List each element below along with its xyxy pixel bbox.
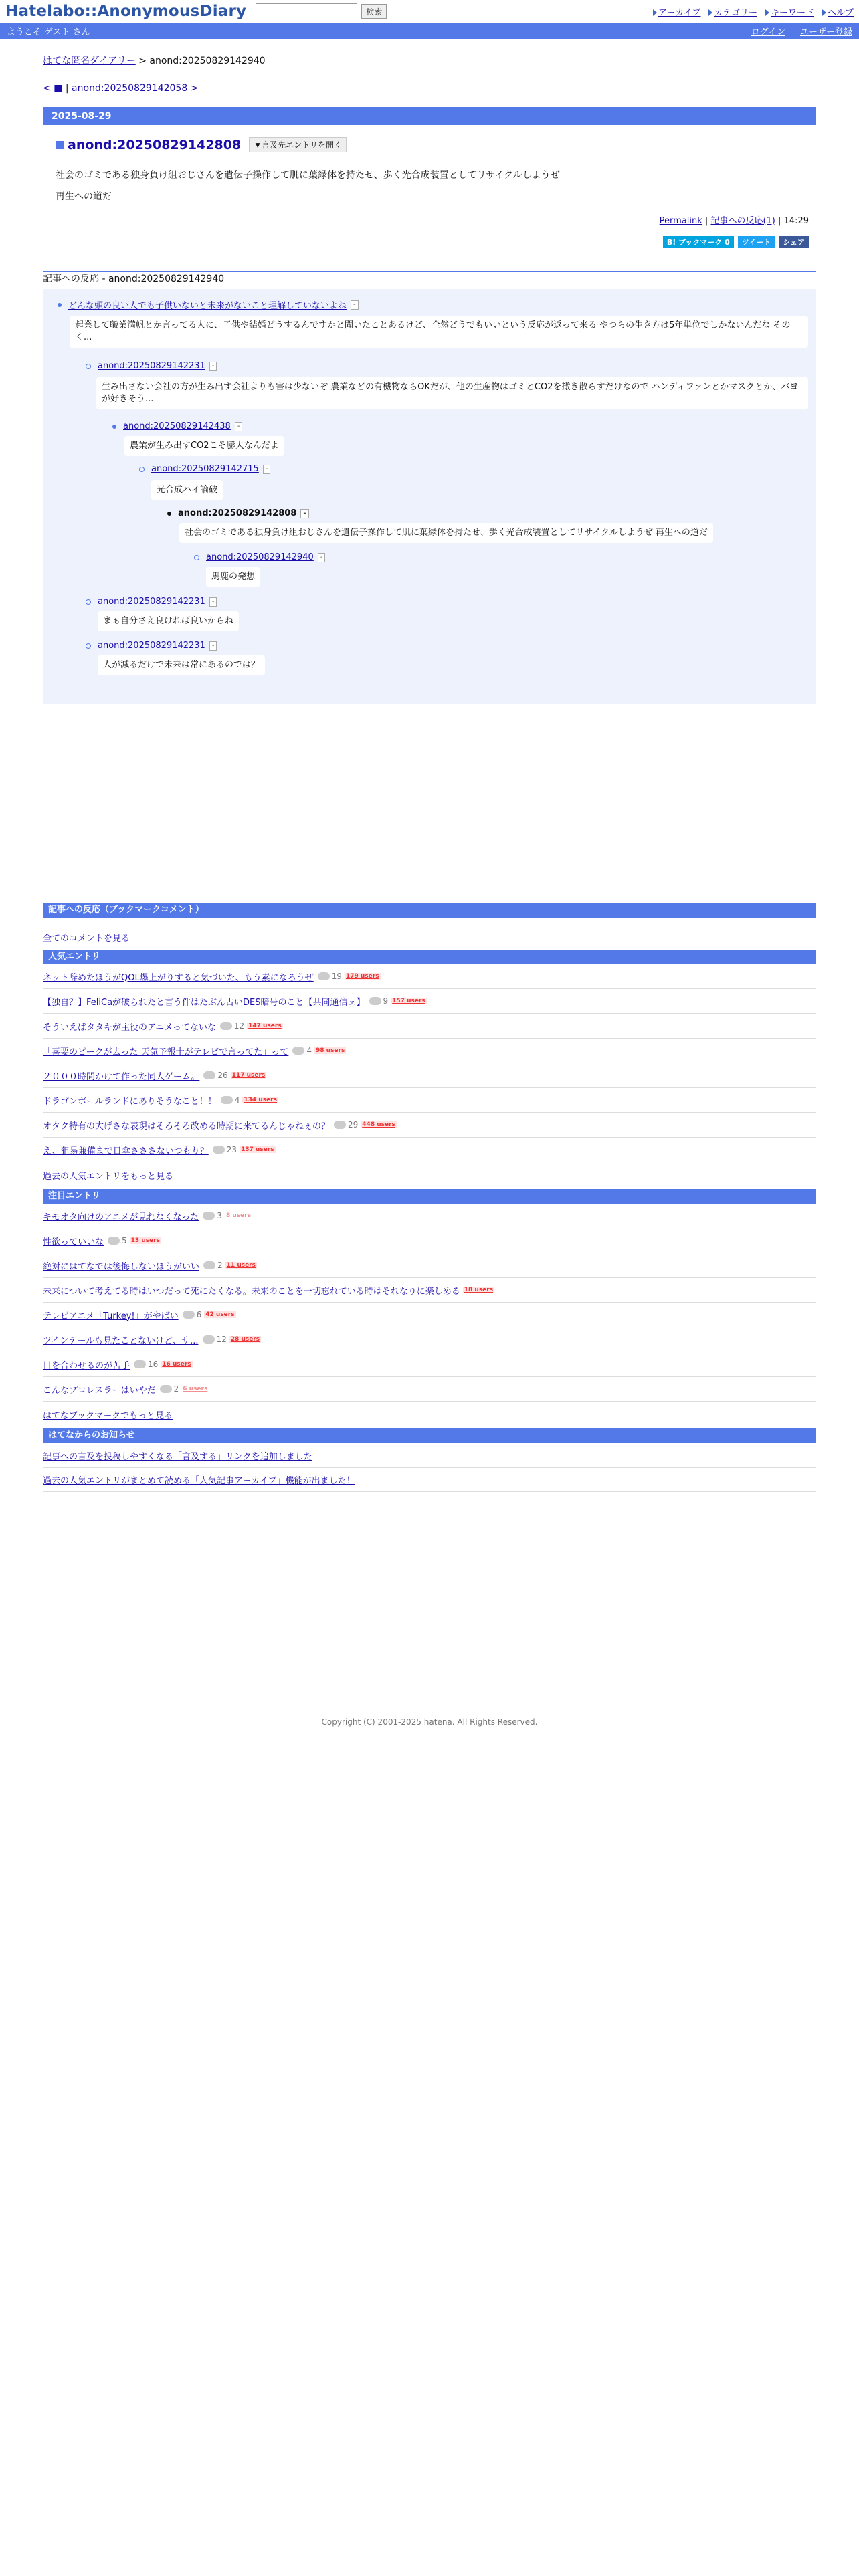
comment-count[interactable] — [221, 1095, 240, 1105]
entry-row — [43, 1138, 816, 1162]
comment-count[interactable] — [108, 1236, 127, 1245]
entry-row — [43, 1113, 816, 1138]
reaction-body: 社会のゴミである独身負け組おじさんを遺伝子操作して肌に葉緑体を持たせ、歩く光合成装置としてリサイクルしようぜ 再生への道だ — [179, 523, 713, 543]
bullet-icon — [86, 599, 91, 605]
comment-count-value: 12 — [216, 1335, 227, 1344]
comment-bubble-icon — [134, 1360, 146, 1368]
nav-help[interactable] — [822, 5, 854, 18]
prev-entry-link[interactable]: < ■ — [43, 83, 63, 94]
comment-count[interactable] — [213, 1145, 237, 1154]
nav-keyword[interactable] — [765, 5, 814, 18]
comment-bubble-icon — [203, 1335, 215, 1344]
breadcrumb-separator: > — [135, 56, 150, 66]
comment-count-value: 4 — [234, 1095, 240, 1105]
bookmark-users-badge[interactable]: 157 users — [392, 998, 425, 1004]
comment-bubble-icon — [318, 972, 330, 980]
entry-link[interactable]: そういえばタタキが主役のアニメってないな — [43, 1022, 216, 1033]
comment-count[interactable] — [292, 1046, 312, 1055]
reaction-item — [112, 421, 242, 431]
entry-row — [43, 989, 816, 1014]
footer: Copyright (C) 2001-2025 hatena. All Rights Reserved. — [321, 1717, 538, 1727]
entry-row — [43, 1327, 816, 1352]
reaction-body: 馬鹿の発想 — [206, 567, 260, 587]
bookmark-users-badge[interactable]: 8 users — [226, 1212, 252, 1219]
reaction-body: 人が減るだけで未来は常にあるのでは？ — [98, 655, 265, 675]
comment-count[interactable] — [203, 1071, 227, 1080]
nav-keyword-label: キーワード — [770, 7, 814, 18]
entry-link[interactable]: 目を合わせるのが苦手 — [43, 1360, 130, 1371]
reaction-title[interactable]: anond:20250829142231 — [98, 641, 205, 651]
bullet-icon — [139, 467, 145, 472]
comment-count[interactable] — [203, 1211, 222, 1220]
bookmark-users-badge[interactable]: 117 users — [231, 1072, 266, 1079]
comment-count-value: 2 — [217, 1261, 223, 1270]
more-link[interactable]: 過去の人気エントリをもっと見る — [43, 1172, 174, 1182]
bookmark-users-badge[interactable]: 6 users — [183, 1386, 208, 1392]
entry-row — [43, 1253, 816, 1278]
entry-row — [43, 1377, 816, 1402]
search-input[interactable] — [256, 3, 357, 19]
user-bar — [0, 23, 859, 39]
comment-bubble-icon — [203, 1071, 215, 1079]
entry-link[interactable]: オタク特有の大げさな表現はそろそろ改める時期に来てるんじゃねぇの？ — [43, 1121, 330, 1132]
bookmark-users-badge[interactable]: 42 users — [205, 1311, 235, 1318]
reaction-item-current — [167, 508, 309, 518]
entry-row — [43, 1204, 816, 1228]
permalink[interactable]: Permalink — [659, 216, 702, 226]
nav-category-label: カテゴリー — [714, 7, 757, 18]
bookmark-users-badge[interactable]: 179 users — [346, 973, 379, 980]
news-header: はてなからのお知らせ — [43, 1428, 816, 1443]
collapse-icon[interactable]: - — [318, 553, 326, 562]
register-link[interactable]: ユーザー登録 — [799, 27, 852, 37]
bookmark-users-badge[interactable]: 147 users — [248, 1023, 282, 1029]
top-nav — [653, 5, 854, 18]
bookmark-users-badge[interactable]: 16 users — [162, 1361, 191, 1368]
comment-count-value: 12 — [233, 1021, 245, 1031]
reaction-item — [86, 361, 217, 371]
facebook-share-button[interactable]: シェア — [779, 236, 809, 248]
entry-link[interactable]: テレビアニメ「Turkey!」がやばい — [43, 1311, 179, 1321]
entry-row — [43, 1303, 816, 1327]
comment-count-value: 23 — [226, 1145, 237, 1154]
reaction-title[interactable]: anond:20250829142715 — [151, 464, 259, 474]
triangle-icon — [822, 9, 826, 16]
triangle-icon — [653, 9, 657, 16]
entry-row — [43, 1228, 816, 1253]
pager-separator: | — [62, 83, 72, 94]
comment-bubble-icon — [213, 1146, 225, 1154]
comment-count-value: 2 — [173, 1384, 179, 1394]
reaction-title[interactable]: anond:20250829142438 — [123, 421, 231, 431]
bookmark-users-badge[interactable]: 448 users — [362, 1121, 395, 1128]
entry-link[interactable]: 性欲っていいな — [43, 1237, 104, 1247]
bookmark-users-badge[interactable]: 137 users — [241, 1146, 274, 1153]
nav-category[interactable] — [708, 5, 757, 18]
comment-count-value: 16 — [148, 1360, 159, 1369]
bookmark-users-badge[interactable]: 11 users — [226, 1262, 256, 1269]
entry-link[interactable]: キモオタ向けのアニメが見れなくなった — [43, 1212, 199, 1222]
all-comments-link[interactable]: 全てのコメントを見る — [43, 934, 130, 944]
entry-link[interactable]: ツインテールも見たことないけど、サ... — [43, 1335, 199, 1346]
comment-bubble-icon — [369, 997, 381, 1005]
news-item — [43, 1467, 816, 1492]
bullet-icon — [58, 303, 62, 307]
comment-bubble-icon — [334, 1121, 346, 1129]
more-link[interactable]: はてなブックマークでもっと見る — [43, 1411, 173, 1421]
comment-count-value: 5 — [122, 1236, 127, 1245]
comment-count[interactable] — [220, 1021, 244, 1031]
news-link[interactable]: 過去の人気エントリがまとめて読める「人気記事アーカイブ」機能が出ました！ — [43, 1475, 355, 1486]
reaction-item — [86, 641, 217, 651]
featured-header: 注目エントリ — [43, 1189, 816, 1204]
collapse-icon[interactable]: - — [209, 597, 217, 607]
reaction-item — [194, 552, 325, 562]
comment-count[interactable] — [369, 996, 389, 1006]
entry-row — [43, 964, 816, 989]
comment-count-value: 26 — [217, 1071, 228, 1080]
bookmark-users-badge[interactable]: 18 users — [464, 1287, 494, 1293]
reactions-tree — [43, 289, 816, 704]
comment-bubble-icon — [183, 1311, 195, 1319]
collapse-icon[interactable]: - — [209, 362, 217, 371]
reaction-title[interactable]: どんな頭の良い人でも子供いないと未来がないこと理解していないよね — [68, 301, 347, 311]
nav-archive-label: アーカイブ — [658, 7, 701, 18]
collapse-icon[interactable]: - — [351, 300, 359, 310]
reactions-link[interactable]: 記事への反応(1) — [710, 216, 775, 226]
entry-link[interactable]: 「喜要のピークが去った 天気予報士がテレビで言ってた」って — [43, 1047, 289, 1057]
welcome-text: ようこそ ゲスト さん — [7, 27, 90, 37]
tweet-button[interactable]: ツイート — [738, 236, 775, 248]
reaction-title[interactable]: anond:20250829142231 — [98, 597, 205, 607]
reaction-body: 光合成ハイ論破 — [151, 480, 223, 500]
site-logo[interactable]: Hatelabo::AnonymousDiary — [5, 3, 247, 20]
bookmark-comments-header: 記事への反応（ブックマークコメント） — [43, 903, 816, 918]
entry-meta: Permalink | 記事への反応(1) | 14:29 — [659, 216, 809, 226]
entry-link[interactable]: ２０００時間かけて作った同人ゲーム。 — [43, 1071, 200, 1082]
entry-row — [43, 1039, 816, 1063]
reaction-title: anond:20250829142808 — [178, 508, 297, 518]
comment-count[interactable] — [160, 1384, 179, 1394]
comment-count[interactable] — [318, 972, 342, 981]
breadcrumb — [43, 53, 266, 67]
entry-row — [43, 1014, 816, 1039]
comment-bubble-icon — [203, 1212, 215, 1220]
reaction-body: まぁ自分さえ良ければ良いからね — [98, 611, 239, 631]
pager — [43, 83, 198, 94]
comment-bubble-icon — [220, 1022, 232, 1030]
square-icon — [56, 141, 64, 149]
collapse-icon[interactable]: - — [235, 422, 243, 431]
share-row — [663, 236, 809, 248]
entry-row — [43, 1352, 816, 1377]
open-mention-button[interactable]: ▼言及先エントリを開く — [249, 137, 347, 152]
entry-link[interactable]: え、狙易兼備まで日傘さささないつもり？ — [43, 1146, 209, 1156]
entry-link[interactable]: ドラゴンボールランドにありそうなこと！！ — [43, 1096, 217, 1107]
entry-title[interactable]: anond:20250829142808 — [68, 137, 242, 152]
comment-count[interactable] — [203, 1335, 227, 1344]
entry-link[interactable]: こんなプロレスラーはいやだ — [43, 1385, 156, 1396]
entry-box — [43, 107, 816, 272]
top-header — [0, 0, 859, 23]
search-button[interactable]: 検索 — [361, 4, 387, 19]
comment-bubble-icon — [221, 1096, 233, 1104]
reactions-header: 記事への反応 - anond:20250829142940 — [43, 270, 816, 288]
reaction-body: 生み出さない会社の方が生み出す会社よりも害は少ないぞ 農業などの有機物ならOKだが、他の生産物はゴミとCO2を撒き散らすだけなので ハンディファンとかマスクとか、バヨが好きそう... — [96, 377, 808, 409]
comment-count-value: 19 — [331, 972, 342, 981]
bookmark-users-badge[interactable]: 13 users — [130, 1237, 160, 1244]
comment-bubble-icon — [108, 1237, 120, 1245]
triangle-icon — [708, 9, 712, 16]
collapse-icon[interactable]: - — [300, 509, 308, 518]
collapse-icon[interactable]: - — [209, 641, 217, 651]
breadcrumb-current: anond:20250829142940 — [149, 56, 266, 66]
entry-body-line: 再生への道だ — [56, 191, 112, 202]
nav-help-label: ヘルプ — [827, 7, 854, 18]
entry-link[interactable]: 【独自？】FeliCaが破られたと言う件はたぶん古いDES暗号のこと【共同通信ェ】 — [43, 997, 365, 1008]
reaction-item — [86, 597, 217, 607]
entry-row — [43, 1088, 816, 1113]
reaction-item — [139, 464, 270, 474]
breadcrumb-home[interactable]: はてな匿名ダイアリー — [43, 56, 136, 66]
bullet-icon — [86, 364, 91, 369]
reaction-body: 起業して職業満帆とか言ってる人に、子供や結婚どうするんですかと聞いたことあるけど、全然どうでもいいという反応が返って来る やつらの生き方は5年単位でしかないんだな そのく... — [70, 316, 808, 348]
comment-count[interactable] — [183, 1310, 202, 1319]
news-link[interactable]: 記事への言及を投稿しやすくなる「言及する」リンクを追加しました — [43, 1451, 312, 1462]
bullet-icon — [112, 425, 116, 429]
entry-body-line: 社会のゴミである独身負け組おじさんを遺伝子操作して肌に葉緑体を持たせ、歩く光合成装置としてリサイクルしようぜ — [56, 170, 560, 181]
reaction-body: 農業が生み出すCO2こそ膨大なんだよ — [124, 436, 284, 456]
comment-bubble-icon — [292, 1047, 304, 1055]
bookmark-users-badge[interactable]: 98 users — [316, 1047, 345, 1054]
entry-date: 2025-08-29 — [43, 108, 816, 125]
entry-row — [43, 1063, 816, 1088]
news-item — [43, 1443, 816, 1468]
bullet-icon — [194, 555, 199, 560]
entry-link[interactable]: 未来について考えてる時はいつだって死にたくなる。未来のことを一切忘れている時はそれなりに楽しめる — [43, 1286, 460, 1297]
next-entry-link[interactable]: anond:20250829142058 > — [72, 83, 199, 94]
entry-link[interactable]: ネット辞めたほうがQOL爆上がりすると気づいた、もう素になろうぜ — [43, 972, 314, 983]
login-link[interactable]: ログイン — [751, 27, 785, 37]
bullet-icon — [167, 512, 171, 516]
comment-count-value: 6 — [196, 1310, 202, 1319]
comment-count-value: 3 — [217, 1211, 222, 1220]
comment-bubble-icon — [203, 1261, 215, 1269]
reaction-item — [58, 298, 359, 311]
nav-archive[interactable] — [653, 5, 701, 18]
entry-title-row — [56, 137, 347, 152]
entry-link[interactable]: 絶対にはてなでは後悔しないほうがいい — [43, 1261, 200, 1272]
comment-count[interactable] — [334, 1120, 358, 1130]
bookmark-users-badge[interactable]: 28 users — [230, 1336, 260, 1343]
entry-time: 14:29 — [783, 216, 809, 226]
comment-bubble-icon — [160, 1385, 172, 1393]
comment-count-value: 4 — [306, 1046, 312, 1055]
bookmark-button[interactable]: B! ブックマーク 0 — [663, 236, 734, 248]
bullet-icon — [86, 643, 91, 649]
comment-count[interactable] — [134, 1360, 158, 1369]
comment-count[interactable] — [203, 1261, 223, 1270]
reaction-title[interactable]: anond:20250829142940 — [206, 552, 314, 562]
triangle-icon — [765, 9, 769, 16]
popular-header: 人気エントリ — [43, 950, 816, 964]
reaction-title[interactable]: anond:20250829142231 — [98, 361, 205, 371]
comment-count-value: 9 — [383, 996, 389, 1006]
bookmark-users-badge[interactable]: 134 users — [244, 1097, 277, 1103]
comment-count-value: 29 — [348, 1120, 359, 1130]
entry-row — [43, 1278, 816, 1303]
collapse-icon[interactable]: - — [263, 465, 271, 474]
